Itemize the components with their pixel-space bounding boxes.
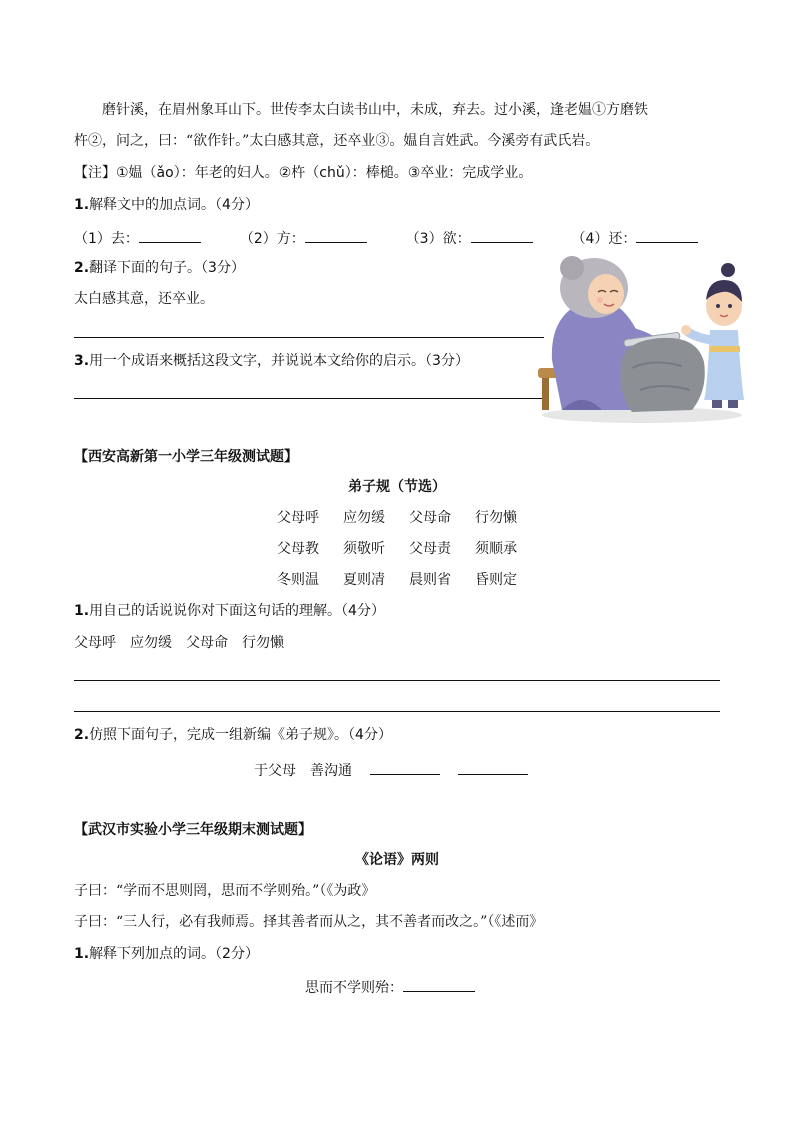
- poem-cell: 行勿懒: [475, 510, 517, 526]
- question-2-number: 2.: [74, 260, 90, 276]
- section-2-question-2: [74, 726, 392, 744]
- q1-blank-1[interactable]: [139, 228, 201, 243]
- poem-cell: 须敬听: [343, 541, 385, 557]
- poem-cell: 应勿缓: [343, 510, 385, 526]
- story-line-1: 磨针溪，在眉州象耳山下。世传李太白读书山中，未成，弃去。过小溪，逢老媪①方磨铁: [102, 102, 648, 118]
- section-3-title: 《论语》两则: [355, 852, 439, 868]
- q3-answer-line[interactable]: [74, 398, 544, 399]
- section-3-line-2: 子曰：“三人行，必有我师焉。择其善者而从之，其不善者而改之。”（《述而》: [74, 914, 544, 930]
- section-3-q1-item-row: [305, 977, 475, 997]
- q1-blank-2[interactable]: [305, 228, 367, 243]
- section-2-q2-text: 仿照下面句子，完成一组新编《弟子规》。（4分）: [89, 727, 392, 743]
- poem-cell: 父母呼: [277, 510, 319, 526]
- section-2-q1-text: 用自己的话说说你对下面这句话的理解。（4分）: [89, 603, 385, 619]
- question-1-items: [74, 228, 698, 248]
- poem-cell: 夏则凊: [343, 572, 385, 588]
- question-1-number: 1.: [74, 197, 90, 213]
- question-3: [74, 352, 469, 370]
- q2-answer-line[interactable]: [74, 337, 544, 338]
- section-3-q1-number: 1.: [74, 946, 90, 962]
- question-1-text: 解释文中的加点词。（4分）: [89, 197, 259, 213]
- grandma-grinding-iron-rod-illustration: [532, 250, 762, 430]
- q1-blank-3[interactable]: [471, 228, 533, 243]
- section-2-q2-number: 2.: [74, 727, 90, 743]
- story-line-2: 杵②，问之，曰：“欲作针。”太白感其意，还卒业③。媪自言姓武。今溪旁有武氏岩。: [74, 133, 600, 149]
- story-note: 【注】①媪（ǎo）：年老的妇人。②杵（chǔ）：棒槌。③卒业：完成学业。: [74, 165, 533, 181]
- q1-item-4: （4）还：: [571, 231, 637, 247]
- section-2-q1-answer-line-1[interactable]: [74, 680, 720, 681]
- poem-cell: 父母教: [277, 541, 319, 557]
- poem-cell: 父母命: [409, 510, 451, 526]
- poem-row-2: [0, 540, 794, 558]
- q1-blank-4[interactable]: [636, 228, 698, 243]
- section-2-q1-answer-line-2[interactable]: [74, 711, 720, 712]
- question-2-text: 翻译下面的句子。（3分）: [89, 260, 245, 276]
- poem-cell: 须顺承: [475, 541, 517, 557]
- question-2: [74, 259, 245, 277]
- q1-item-2: （2）方：: [239, 231, 305, 247]
- section-3-q1-item: 思而不学则殆：: [305, 980, 403, 996]
- section-2-q2-example-row: [254, 760, 528, 780]
- question-2-sentence: 太白感其意，还卒业。: [74, 291, 214, 307]
- section-3-line-1: 子曰：“学而不思则罔，思而不学则殆。”（《为政》: [74, 883, 376, 899]
- section-3-q1-text: 解释下列加点的词。（2分）: [89, 946, 259, 962]
- section-3-question-1: [74, 945, 259, 963]
- q1-item-1: （1）去：: [74, 231, 139, 247]
- section-2-title: 弟子规（节选）: [348, 479, 446, 495]
- section-2-q2-example: 于父母 善沟通: [254, 763, 352, 779]
- poem-cell: 冬则温: [277, 572, 319, 588]
- section-3-header: 【武汉市实验小学三年级期末测试题】: [74, 822, 312, 838]
- section-2-q1-number: 1.: [74, 603, 90, 619]
- poem-cell: 晨则省: [409, 572, 451, 588]
- poem-cell: 昏则定: [475, 572, 517, 588]
- section-2-question-1: [74, 602, 385, 620]
- section-2-q2-blank-1[interactable]: [370, 760, 440, 775]
- poem-row-3: [0, 571, 794, 589]
- poem-cell: 父母责: [409, 541, 451, 557]
- section-2-q2-blank-2[interactable]: [458, 760, 528, 775]
- q1-item-3: （3）欲：: [405, 231, 471, 247]
- question-1: [74, 196, 259, 214]
- section-2-header: 【西安高新第一小学三年级测试题】: [74, 449, 298, 465]
- question-3-text: 用一个成语来概括这段文字，并说说本文给你的启示。（3分）: [89, 353, 469, 369]
- question-3-number: 3.: [74, 353, 90, 369]
- section-3-q1-blank[interactable]: [403, 977, 475, 992]
- poem-row-1: [0, 509, 794, 527]
- section-2-q1-quote: 父母呼 应勿缓 父母命 行勿懒: [74, 635, 284, 651]
